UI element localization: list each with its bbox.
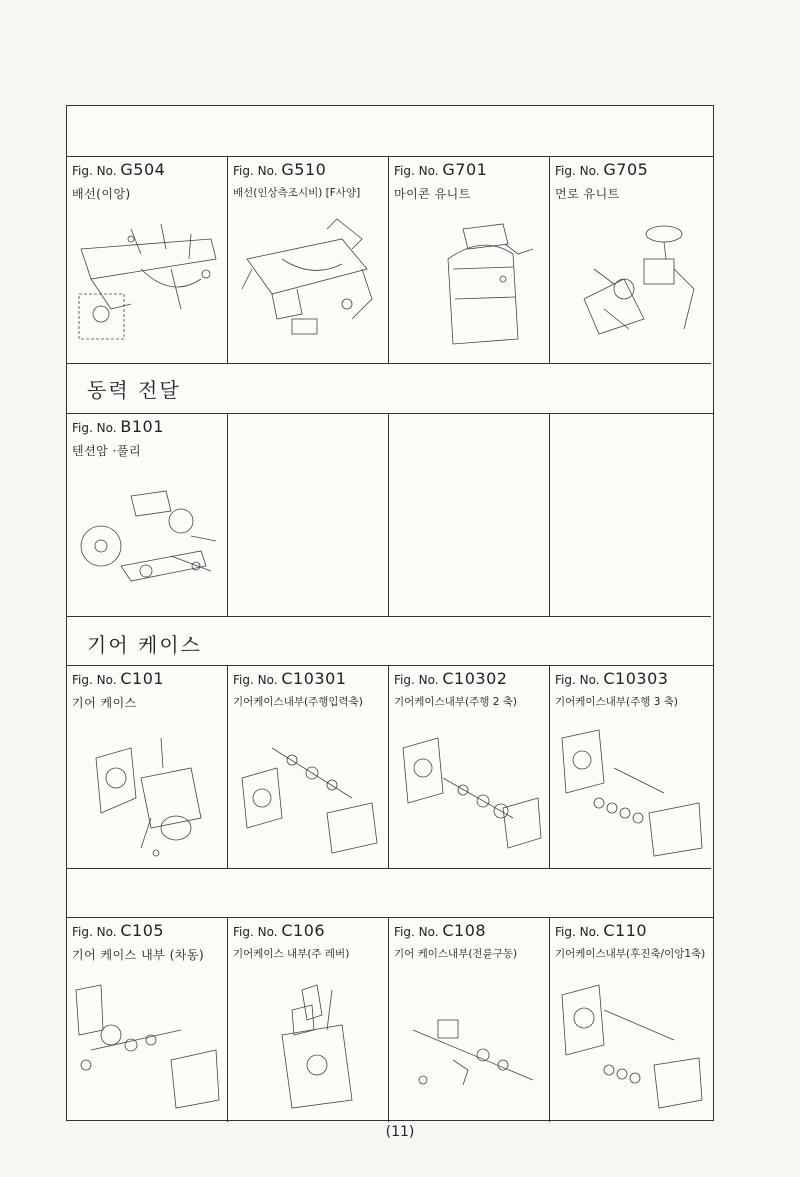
gear-case-internal-thumbnail <box>232 718 384 858</box>
figure-title: 배선(이앙) <box>72 187 131 201</box>
differential-thumbnail <box>71 970 223 1110</box>
figure-number: Fig. No. C108 <box>394 921 487 940</box>
gear-case-thumbnail <box>71 718 223 858</box>
figure-cell-g701[interactable] <box>389 157 550 364</box>
section-title: 기어 케이스 <box>87 633 202 657</box>
figure-cell-g510[interactable] <box>228 157 389 364</box>
figure-number: Fig. No. C101 <box>72 669 165 688</box>
figure-cell-g504[interactable] <box>67 157 228 364</box>
reverse-shaft-thumbnail <box>554 970 706 1110</box>
gear-case-internal-thumbnail <box>393 718 545 858</box>
figure-cell-b101[interactable] <box>67 414 228 617</box>
figure-title: 마이콘 유니트 <box>394 187 471 201</box>
figure-title: 기어 케이스 <box>72 696 137 710</box>
section-header-gear <box>67 617 713 666</box>
figure-number: Fig. No. C106 <box>233 921 326 940</box>
wiring-diagram-thumbnail <box>71 209 223 349</box>
figure-title: 배선(인상측조시비) [F사양] <box>233 187 361 199</box>
front-drive-thumbnail <box>393 970 545 1110</box>
figure-cell-c108[interactable] <box>389 918 550 1122</box>
figure-cell-c10301[interactable] <box>228 666 389 869</box>
figure-number: Fig. No. G510 <box>233 160 327 179</box>
figure-number: Fig. No. G504 <box>72 160 166 179</box>
figure-cell-c10303[interactable] <box>550 666 711 869</box>
figure-number: Fig. No. C10301 <box>233 669 347 688</box>
figure-title: 기어 케이스 내부 (차동) <box>72 948 205 962</box>
figure-title: 먼로 유니트 <box>555 187 620 201</box>
wiring-diagram-thumbnail <box>232 209 384 349</box>
empty-cell <box>228 414 389 617</box>
blank-separator-row <box>67 869 713 918</box>
figure-title: 기어케이스내부(후진축/이앙1축) <box>555 948 706 960</box>
empty-cell <box>389 414 550 617</box>
figure-number: Fig. No. C10303 <box>555 669 669 688</box>
figure-cell-c110[interactable] <box>550 918 711 1122</box>
top-header-row <box>67 106 713 157</box>
pulley-assembly-thumbnail <box>71 466 223 606</box>
catalog-page-frame <box>66 105 714 1121</box>
figure-number: Fig. No. C110 <box>555 921 648 940</box>
figure-cell-c105[interactable] <box>67 918 228 1122</box>
figure-cell-c106[interactable] <box>228 918 389 1122</box>
figure-number: Fig. No. G705 <box>555 160 649 179</box>
section-header-power <box>67 364 713 414</box>
controller-unit-thumbnail <box>393 209 545 349</box>
figure-title: 기어케이스 내부(주 레버) <box>233 948 350 960</box>
figure-title: 기어 케이스내부(전륜구동) <box>394 948 518 960</box>
figure-number: Fig. No. C10302 <box>394 669 508 688</box>
main-lever-thumbnail <box>232 970 384 1110</box>
figure-title: 기어케이스내부(주행 2 축) <box>394 696 517 708</box>
figure-cell-c101[interactable] <box>67 666 228 869</box>
section-title: 동력 전달 <box>87 378 181 402</box>
unit-assembly-thumbnail <box>554 209 706 349</box>
figure-cell-c10302[interactable] <box>389 666 550 869</box>
figure-cell-g705[interactable] <box>550 157 711 364</box>
gear-case-internal-thumbnail <box>554 718 706 858</box>
page-number: (11) <box>385 1124 415 1140</box>
figure-number: Fig. No. B101 <box>72 417 164 436</box>
figure-number: Fig. No. G701 <box>394 160 488 179</box>
figure-title: 기어케이스내부(주행입력축) <box>233 696 363 708</box>
figure-title: 텐션암 ·풀리 <box>72 444 142 458</box>
empty-cell <box>550 414 711 617</box>
figure-number: Fig. No. C105 <box>72 921 165 940</box>
figure-title: 기어케이스내부(주행 3 축) <box>555 696 678 708</box>
